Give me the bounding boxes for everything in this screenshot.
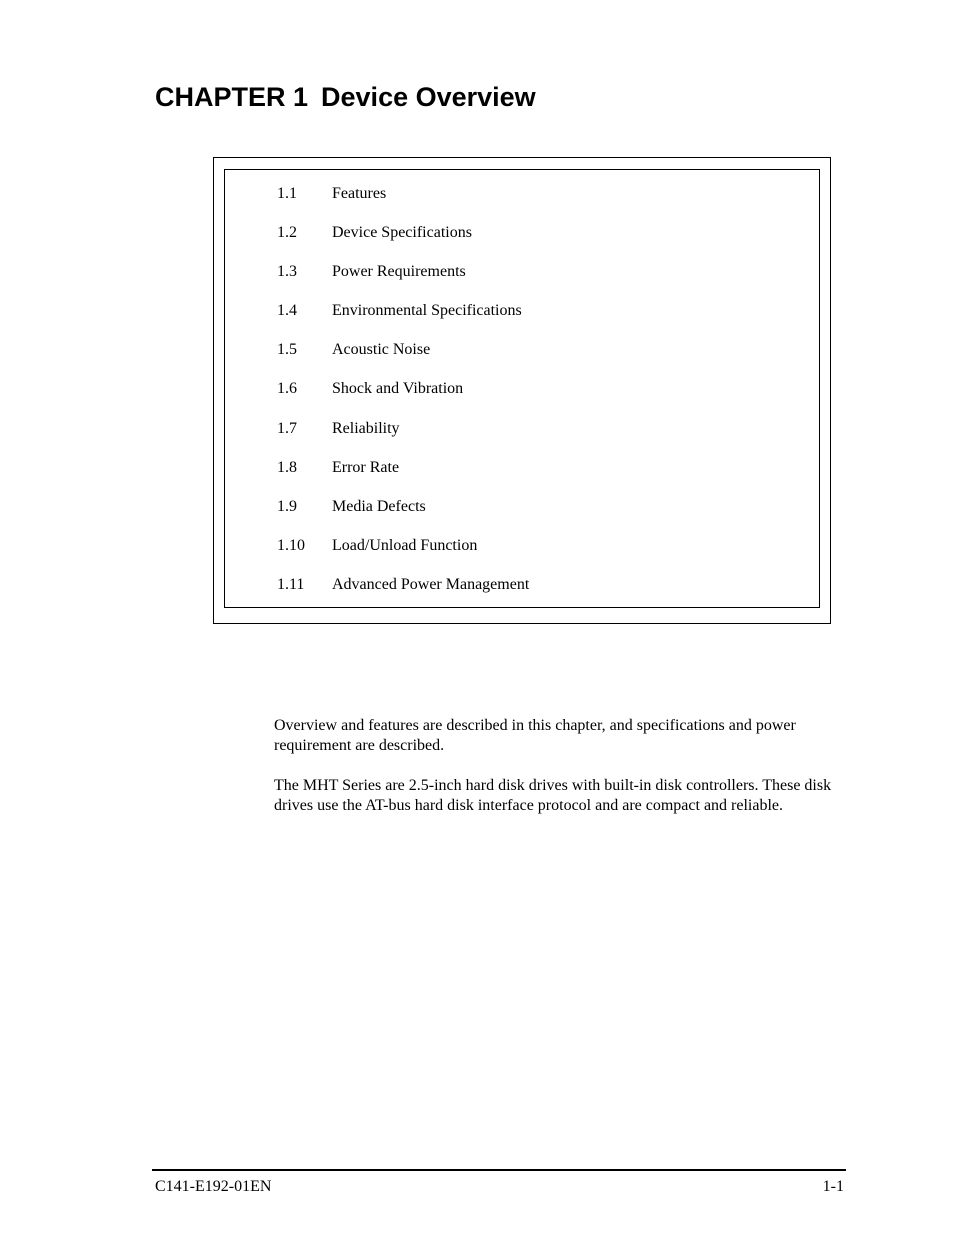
toc-item xyxy=(277,497,529,536)
toc-item-title: Environmental Specifications xyxy=(332,302,522,320)
chapter-heading xyxy=(155,80,536,114)
footer-document-id: C141-E192-01EN xyxy=(155,1178,272,1195)
chapter-intro xyxy=(274,716,849,836)
toc-item-title: Error Rate xyxy=(332,458,400,476)
toc-item-title: Load/Unload Function xyxy=(332,536,478,554)
chapter-label: CHAPTER 1 xyxy=(155,82,309,112)
toc-item-number: 1.4 xyxy=(277,302,297,320)
toc-item-number: 1.11 xyxy=(277,575,305,593)
toc-item xyxy=(277,340,529,379)
toc-item-title: Acoustic Noise xyxy=(332,341,431,359)
toc-item-title: Power Requirements xyxy=(332,263,466,281)
footer-page-number: 1-1 xyxy=(822,1178,844,1195)
toc-item xyxy=(277,575,529,614)
toc-item-number: 1.9 xyxy=(277,497,297,515)
toc-item xyxy=(277,419,529,458)
toc-item xyxy=(277,301,529,340)
footer-divider xyxy=(152,1169,846,1171)
toc-item-number: 1.6 xyxy=(277,380,297,398)
intro-paragraph: Overview and features are described in this chapter, and specifications and power requirement are described. xyxy=(274,717,796,754)
toc-inner-frame xyxy=(224,169,820,608)
toc-item-title: Shock and Vibration xyxy=(332,380,464,398)
toc-item-number: 1.8 xyxy=(277,458,297,476)
toc-item-number: 1.1 xyxy=(277,185,297,202)
toc-item-number: 1.2 xyxy=(277,224,297,242)
toc-item-title: Features xyxy=(332,185,387,202)
intro-paragraph: The MHT Series are 2.5-inch hard disk drives with built-in disk controllers. These disk drives use the AT-bus hard disk interface protocol and are compact and reliable. xyxy=(274,777,832,814)
toc-item xyxy=(277,379,529,418)
toc-item xyxy=(277,458,529,497)
toc-item-title: Reliability xyxy=(332,419,400,437)
toc-item xyxy=(277,262,529,301)
toc-item xyxy=(277,223,529,262)
chapter-title: Device Overview xyxy=(321,82,536,112)
toc-item xyxy=(277,536,529,575)
toc-item xyxy=(277,184,529,223)
toc-item-number: 1.5 xyxy=(277,341,297,359)
toc-list xyxy=(277,184,529,614)
toc-item-number: 1.10 xyxy=(277,536,305,554)
toc-box xyxy=(213,157,831,624)
toc-item-title: Advanced Power Management xyxy=(332,575,530,593)
toc-item-number: 1.7 xyxy=(277,419,297,437)
toc-item-title: Media Defects xyxy=(332,497,426,515)
toc-item-number: 1.3 xyxy=(277,263,297,281)
toc-item-title: Device Specifications xyxy=(332,224,472,242)
